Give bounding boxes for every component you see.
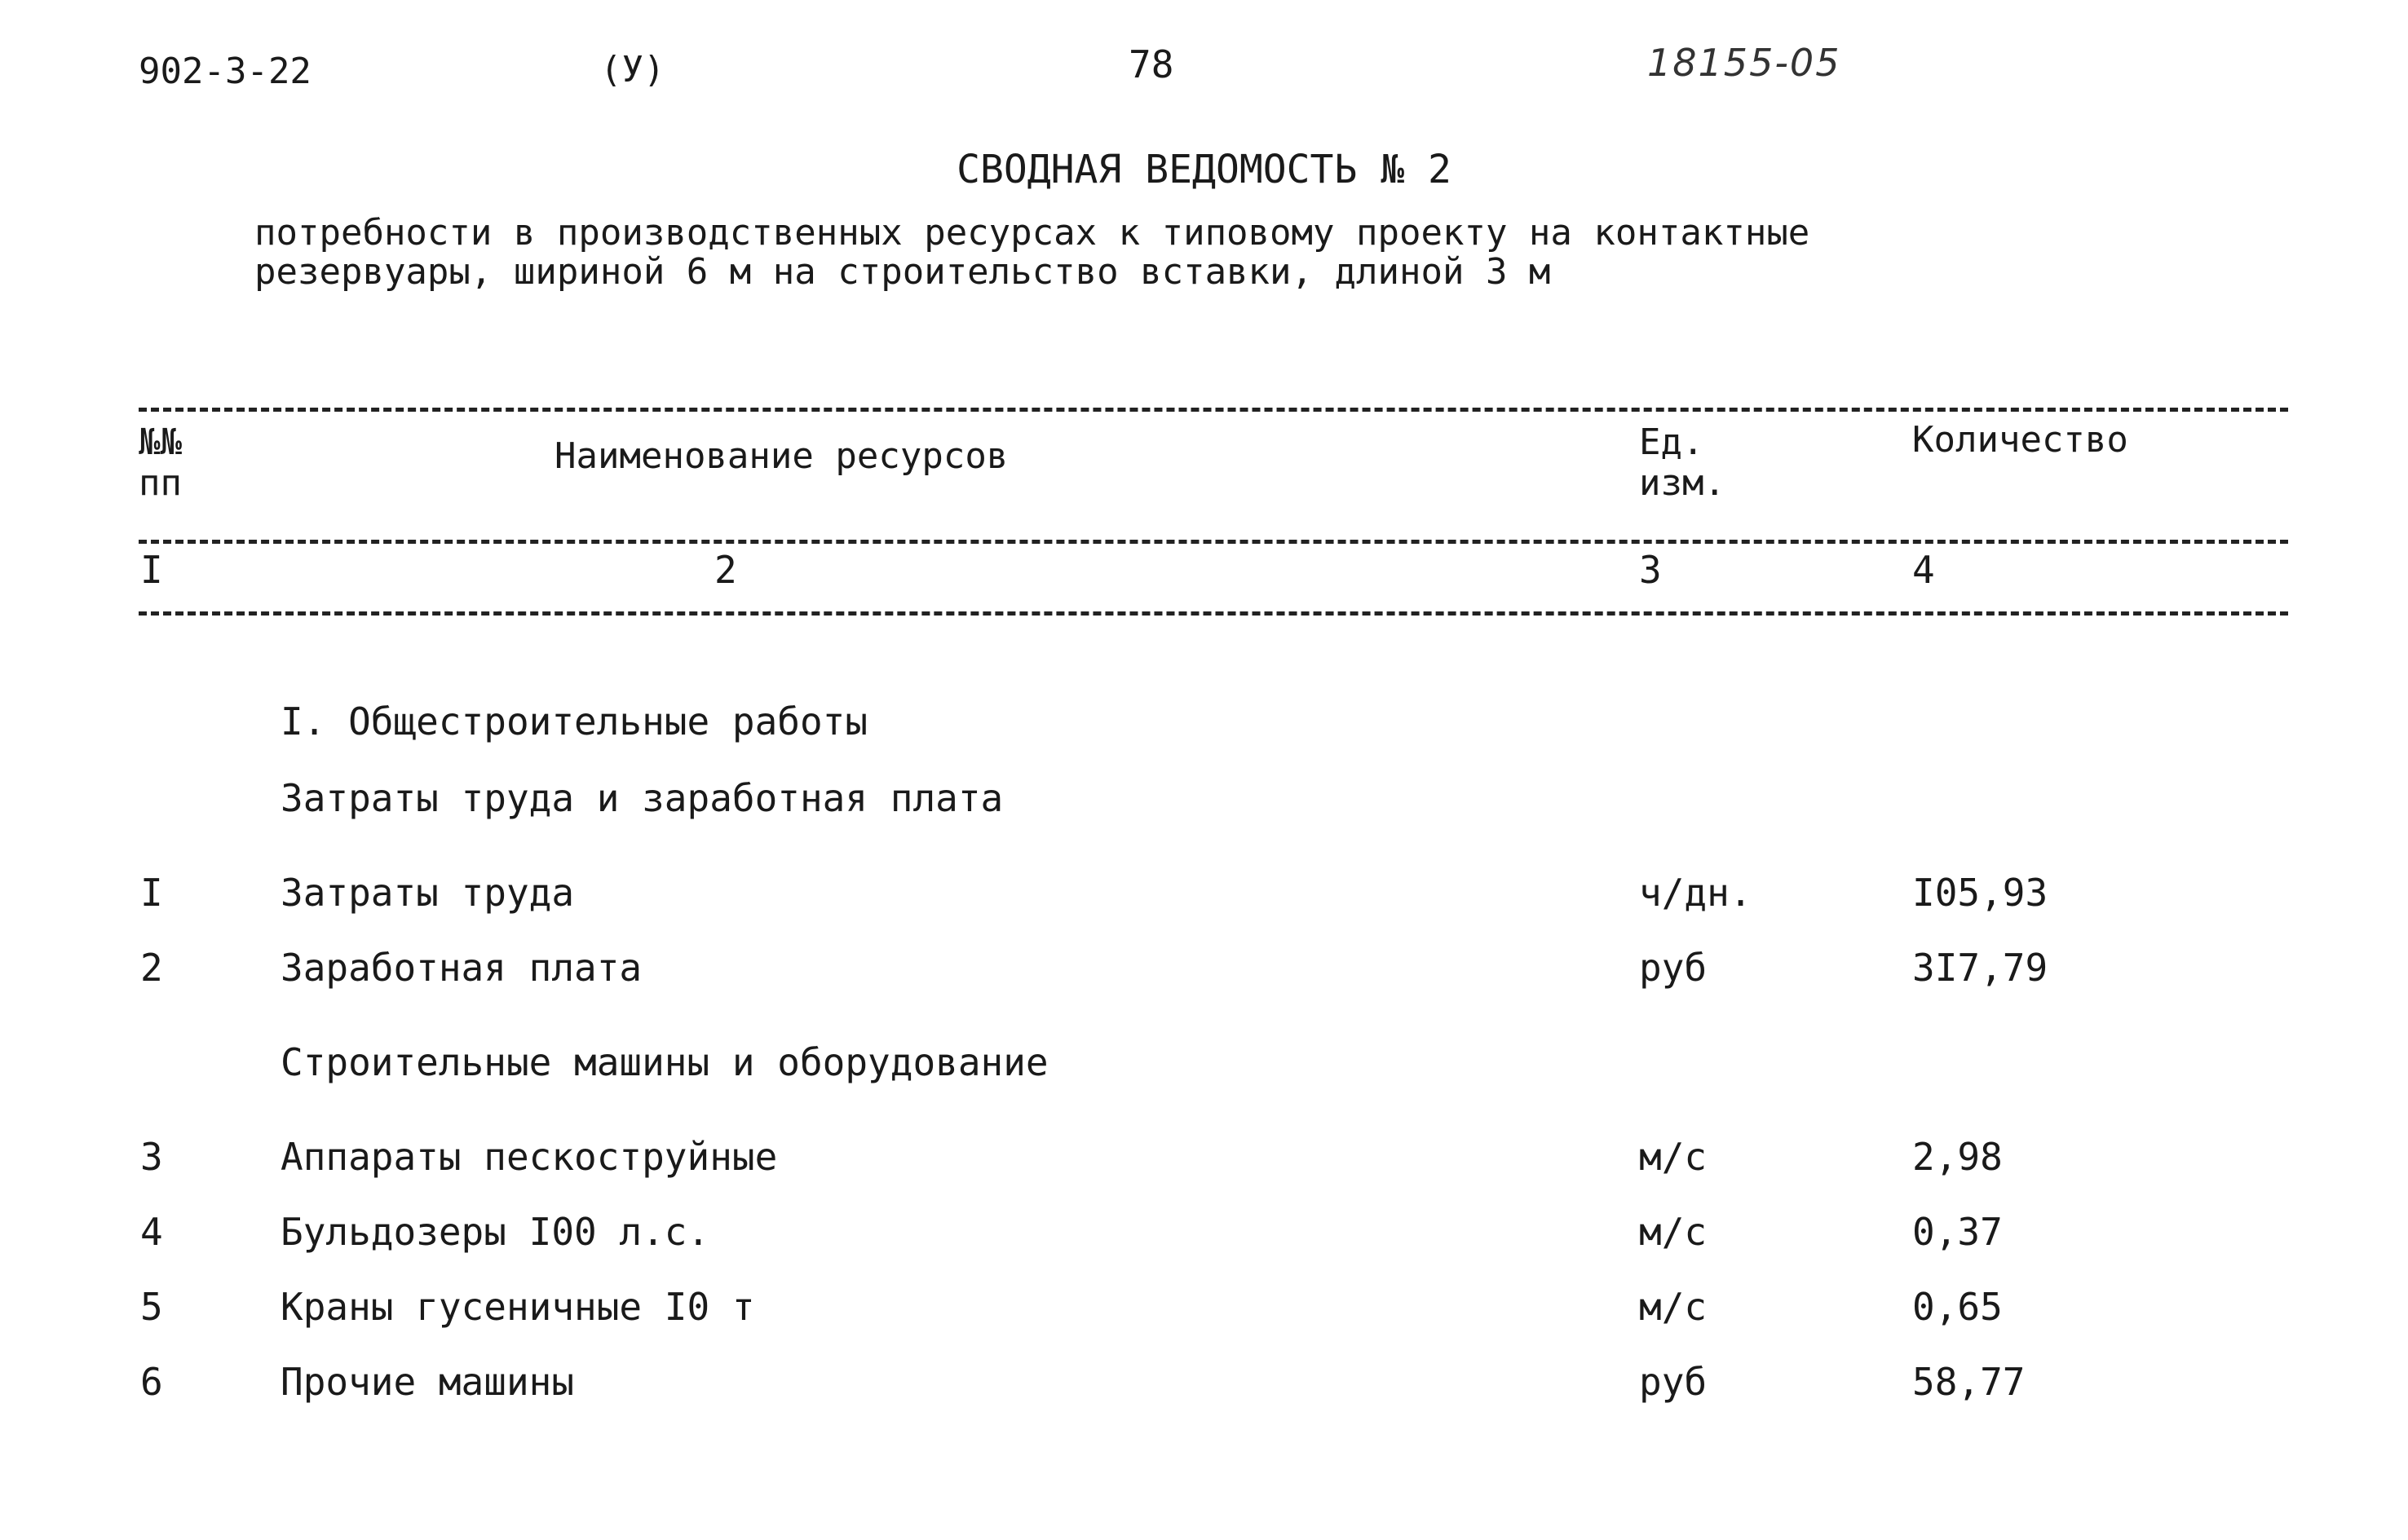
row-unit: ч/дн. xyxy=(1639,871,1752,915)
row-unit: м/с xyxy=(1639,1285,1708,1329)
subtitle-line-1: потребности в производственных ресурсах к типовому проекту на контактные xyxy=(254,212,1810,254)
row-resource-name: Краны гусеничные I0 т xyxy=(281,1285,755,1329)
row-quantity: 2,98 xyxy=(1912,1135,2003,1179)
row-resource-name: Бульдозеры I00 л.с. xyxy=(281,1210,710,1254)
column-number-1: I xyxy=(140,548,163,592)
header-unit-line-1: Ед. xyxy=(1639,421,1704,463)
row-quantity: 0,65 xyxy=(1912,1285,2003,1329)
row-quantity: 0,37 xyxy=(1912,1210,2003,1254)
header-unit-column xyxy=(1639,422,1725,504)
table-top-rule xyxy=(139,408,2288,412)
row-unit: руб xyxy=(1639,1360,1708,1404)
column-number-3: 3 xyxy=(1639,548,1662,592)
row-resource-name: Прочие машины xyxy=(281,1360,575,1404)
row-number: 6 xyxy=(140,1360,163,1404)
header-number-line-2: пп xyxy=(139,462,182,504)
document-mark: (У) xyxy=(600,49,665,90)
row-unit: м/с xyxy=(1639,1135,1708,1179)
header-quantity-column: Количество xyxy=(1912,419,2128,461)
section-title: I. Общестроительные работы xyxy=(281,699,868,744)
inventory-number: 18155-05 xyxy=(1647,41,1841,85)
document-title: СВОДНАЯ ВЕДОМОСТЬ № 2 xyxy=(957,147,1451,192)
document-subtitle xyxy=(254,214,1809,292)
group-title-labour: Затраты труда и заработная плата xyxy=(281,776,1004,820)
row-quantity: I05,93 xyxy=(1912,871,2048,915)
header-number-line-1: №№ xyxy=(139,421,182,463)
column-number-2: 2 xyxy=(714,548,737,592)
row-number: 5 xyxy=(140,1285,163,1329)
row-resource-name: Затраты труда xyxy=(281,871,575,915)
row-number: 3 xyxy=(140,1135,163,1179)
header-unit-line-2: изм. xyxy=(1639,462,1725,504)
row-number: I xyxy=(140,871,163,915)
subtitle-line-2: резервуары, шириной 6 м на строительство вставки, длиной 3 м xyxy=(254,251,1551,293)
row-unit: руб xyxy=(1639,946,1708,990)
group-title-machines: Строительные машины и оборудование xyxy=(281,1040,1049,1084)
column-number-4: 4 xyxy=(1912,548,1935,592)
table-header-rule xyxy=(139,540,2288,544)
row-resource-name: Заработная плата xyxy=(281,946,643,990)
page-number: 78 xyxy=(1129,42,1174,86)
row-number: 4 xyxy=(140,1210,163,1254)
row-unit: м/с xyxy=(1639,1210,1708,1254)
document-code: 902-3-22 xyxy=(139,51,311,92)
row-quantity: 58,77 xyxy=(1912,1360,2026,1404)
row-resource-name: Аппараты пескоструйные xyxy=(281,1135,778,1179)
row-quantity: 3I7,79 xyxy=(1912,946,2048,990)
table-column-numbers-rule xyxy=(139,611,2288,616)
row-number: 2 xyxy=(140,946,163,990)
header-name-column: Наименование ресурсов xyxy=(555,435,1009,477)
header-number-column xyxy=(139,422,182,504)
